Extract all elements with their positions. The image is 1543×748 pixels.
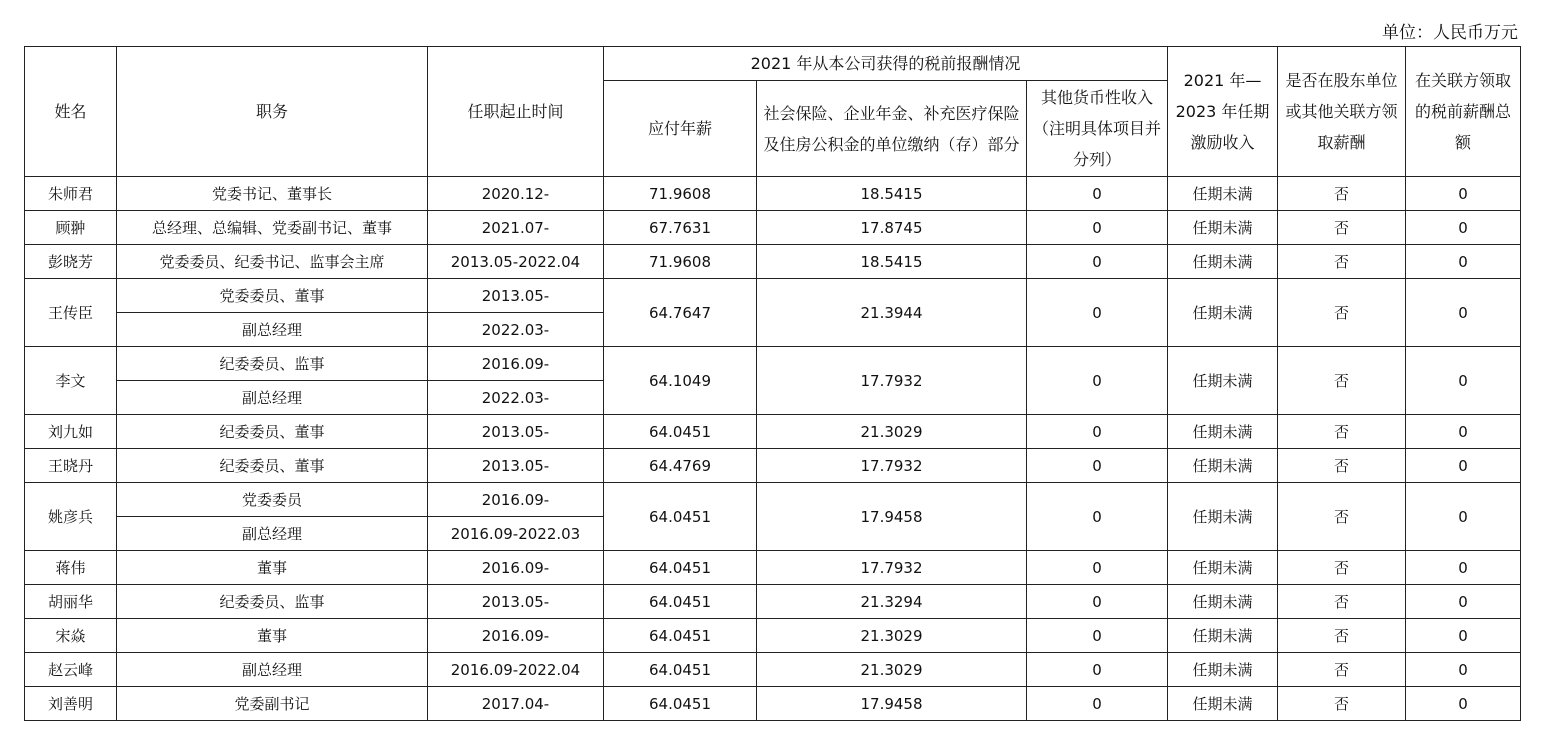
- cell-term: 2016.09-2022.03: [428, 517, 604, 551]
- cell-incentive: 任期未满: [1168, 585, 1278, 619]
- cell-other: 0: [1027, 211, 1168, 245]
- cell-related-flag: 否: [1278, 551, 1406, 585]
- cell-related-flag: 否: [1278, 279, 1406, 347]
- table-body: [25, 177, 1521, 721]
- cell-name: 李文: [25, 347, 117, 415]
- cell-incentive: 任期未满: [1168, 177, 1278, 211]
- cell-name: 朱师君: [25, 177, 117, 211]
- cell-name: 王晓丹: [25, 449, 117, 483]
- cell-position: 纪委委员、董事: [117, 415, 428, 449]
- table-row: [25, 415, 1521, 449]
- cell-other: 0: [1027, 279, 1168, 347]
- cell-related-total: 0: [1406, 551, 1521, 585]
- cell-incentive: 任期未满: [1168, 347, 1278, 415]
- compensation-table: [24, 46, 1521, 721]
- header-position: 职务: [117, 47, 428, 177]
- cell-related-flag: 否: [1278, 449, 1406, 483]
- cell-incentive: 任期未满: [1168, 279, 1278, 347]
- cell-salary: 64.7647: [604, 279, 757, 347]
- table-row: [25, 687, 1521, 721]
- cell-related-total: 0: [1406, 211, 1521, 245]
- cell-salary: 64.0451: [604, 551, 757, 585]
- header-social: 社会保险、企业年金、补充医疗保险及住房公积金的单位缴纳（存）部分: [757, 81, 1027, 177]
- cell-position: 董事: [117, 619, 428, 653]
- cell-position: 副总经理: [117, 381, 428, 415]
- cell-related-total: 0: [1406, 653, 1521, 687]
- header-name: 姓名: [25, 47, 117, 177]
- cell-related-flag: 否: [1278, 415, 1406, 449]
- cell-name: 赵云峰: [25, 653, 117, 687]
- cell-related-flag: 否: [1278, 245, 1406, 279]
- table-row: [25, 449, 1521, 483]
- cell-salary: 67.7631: [604, 211, 757, 245]
- cell-position: 党委委员、纪委书记、监事会主席: [117, 245, 428, 279]
- cell-related-flag: 否: [1278, 211, 1406, 245]
- cell-social: 21.3029: [757, 415, 1027, 449]
- cell-position: 董事: [117, 551, 428, 585]
- cell-related-total: 0: [1406, 483, 1521, 551]
- table-row: [25, 653, 1521, 687]
- cell-incentive: 任期未满: [1168, 245, 1278, 279]
- cell-incentive: 任期未满: [1168, 687, 1278, 721]
- cell-other: 0: [1027, 415, 1168, 449]
- cell-incentive: 任期未满: [1168, 483, 1278, 551]
- cell-term: 2016.09-: [428, 619, 604, 653]
- cell-social: 17.9458: [757, 483, 1027, 551]
- cell-position: 纪委委员、监事: [117, 585, 428, 619]
- cell-related-flag: 否: [1278, 653, 1406, 687]
- cell-other: 0: [1027, 585, 1168, 619]
- header-related-total: 在关联方领取的税前薪酬总额: [1406, 47, 1521, 177]
- header-related-flag: 是否在股东单位或其他关联方领取薪酬: [1278, 47, 1406, 177]
- header-salary: 应付年薪: [604, 81, 757, 177]
- table-row: [25, 177, 1521, 211]
- cell-salary: 64.0451: [604, 687, 757, 721]
- cell-other: 0: [1027, 619, 1168, 653]
- cell-term: 2022.03-: [428, 381, 604, 415]
- cell-position: 纪委委员、监事: [117, 347, 428, 381]
- cell-social: 17.7932: [757, 449, 1027, 483]
- cell-related-total: 0: [1406, 279, 1521, 347]
- cell-term: 2016.09-: [428, 551, 604, 585]
- cell-position: 党委委员、董事: [117, 279, 428, 313]
- cell-other: 0: [1027, 347, 1168, 415]
- cell-related-flag: 否: [1278, 483, 1406, 551]
- cell-incentive: 任期未满: [1168, 653, 1278, 687]
- cell-salary: 64.0451: [604, 415, 757, 449]
- cell-related-flag: 否: [1278, 177, 1406, 211]
- cell-related-flag: 否: [1278, 687, 1406, 721]
- cell-related-total: 0: [1406, 347, 1521, 415]
- table-header: [25, 47, 1521, 177]
- cell-related-total: 0: [1406, 585, 1521, 619]
- cell-term: 2020.12-: [428, 177, 604, 211]
- cell-position: 副总经理: [117, 653, 428, 687]
- cell-other: 0: [1027, 551, 1168, 585]
- cell-term: 2013.05-: [428, 585, 604, 619]
- table-row: [25, 279, 1521, 313]
- cell-term: 2016.09-2022.04: [428, 653, 604, 687]
- cell-related-total: 0: [1406, 687, 1521, 721]
- cell-name: 王传臣: [25, 279, 117, 347]
- table-row: [25, 211, 1521, 245]
- cell-position: 副总经理: [117, 313, 428, 347]
- cell-name: 胡丽华: [25, 585, 117, 619]
- cell-related-total: 0: [1406, 177, 1521, 211]
- table-row: [25, 551, 1521, 585]
- cell-position: 副总经理: [117, 517, 428, 551]
- cell-other: 0: [1027, 449, 1168, 483]
- table-row: [25, 483, 1521, 517]
- cell-term: 2016.09-: [428, 483, 604, 517]
- table-row: [25, 619, 1521, 653]
- header-group-compensation: 2021 年从本公司获得的税前报酬情况: [604, 47, 1168, 81]
- cell-position: 纪委委员、董事: [117, 449, 428, 483]
- cell-term: 2013.05-2022.04: [428, 245, 604, 279]
- cell-social: 21.3294: [757, 585, 1027, 619]
- cell-other: 0: [1027, 653, 1168, 687]
- cell-position: 党委委员: [117, 483, 428, 517]
- cell-term: 2013.05-: [428, 279, 604, 313]
- cell-incentive: 任期未满: [1168, 211, 1278, 245]
- cell-position: 党委书记、董事长: [117, 177, 428, 211]
- cell-term: 2013.05-: [428, 449, 604, 483]
- header-incentive: 2021 年—2023 年任期激励收入: [1168, 47, 1278, 177]
- cell-term: 2013.05-: [428, 415, 604, 449]
- cell-other: 0: [1027, 483, 1168, 551]
- cell-other: 0: [1027, 687, 1168, 721]
- unit-label: 单位：人民币万元: [1382, 23, 1518, 43]
- cell-social: 18.5415: [757, 177, 1027, 211]
- cell-name: 刘九如: [25, 415, 117, 449]
- cell-related-total: 0: [1406, 449, 1521, 483]
- cell-salary: 71.9608: [604, 177, 757, 211]
- header-term: 任职起止时间: [428, 47, 604, 177]
- cell-social: 17.9458: [757, 687, 1027, 721]
- cell-social: 21.3029: [757, 619, 1027, 653]
- cell-salary: 64.1049: [604, 347, 757, 415]
- cell-related-flag: 否: [1278, 347, 1406, 415]
- cell-name: 宋焱: [25, 619, 117, 653]
- cell-name: 蒋伟: [25, 551, 117, 585]
- header-other: 其他货币性收入（注明具体项目并分列）: [1027, 81, 1168, 177]
- table-row: [25, 585, 1521, 619]
- cell-salary: 64.0451: [604, 585, 757, 619]
- cell-social: 21.3029: [757, 653, 1027, 687]
- cell-incentive: 任期未满: [1168, 619, 1278, 653]
- cell-salary: 64.4769: [604, 449, 757, 483]
- cell-name: 顾翀: [25, 211, 117, 245]
- cell-term: 2022.03-: [428, 313, 604, 347]
- cell-social: 21.3944: [757, 279, 1027, 347]
- cell-salary: 64.0451: [604, 483, 757, 551]
- cell-incentive: 任期未满: [1168, 449, 1278, 483]
- cell-salary: 71.9608: [604, 245, 757, 279]
- cell-term: 2021.07-: [428, 211, 604, 245]
- cell-term: 2016.09-: [428, 347, 604, 381]
- cell-other: 0: [1027, 177, 1168, 211]
- cell-name: 姚彦兵: [25, 483, 117, 551]
- cell-salary: 64.0451: [604, 619, 757, 653]
- cell-social: 17.7932: [757, 551, 1027, 585]
- table-row: [25, 347, 1521, 381]
- cell-related-flag: 否: [1278, 585, 1406, 619]
- cell-incentive: 任期未满: [1168, 551, 1278, 585]
- cell-other: 0: [1027, 245, 1168, 279]
- cell-related-total: 0: [1406, 619, 1521, 653]
- cell-social: 18.5415: [757, 245, 1027, 279]
- cell-related-total: 0: [1406, 415, 1521, 449]
- cell-related-flag: 否: [1278, 619, 1406, 653]
- cell-term: 2017.04-: [428, 687, 604, 721]
- cell-position: 党委副书记: [117, 687, 428, 721]
- cell-position: 总经理、总编辑、党委副书记、董事: [117, 211, 428, 245]
- table-row: [25, 245, 1521, 279]
- cell-social: 17.8745: [757, 211, 1027, 245]
- cell-incentive: 任期未满: [1168, 415, 1278, 449]
- cell-salary: 64.0451: [604, 653, 757, 687]
- cell-related-total: 0: [1406, 245, 1521, 279]
- cell-social: 17.7932: [757, 347, 1027, 415]
- cell-name: 彭晓芳: [25, 245, 117, 279]
- cell-name: 刘善明: [25, 687, 117, 721]
